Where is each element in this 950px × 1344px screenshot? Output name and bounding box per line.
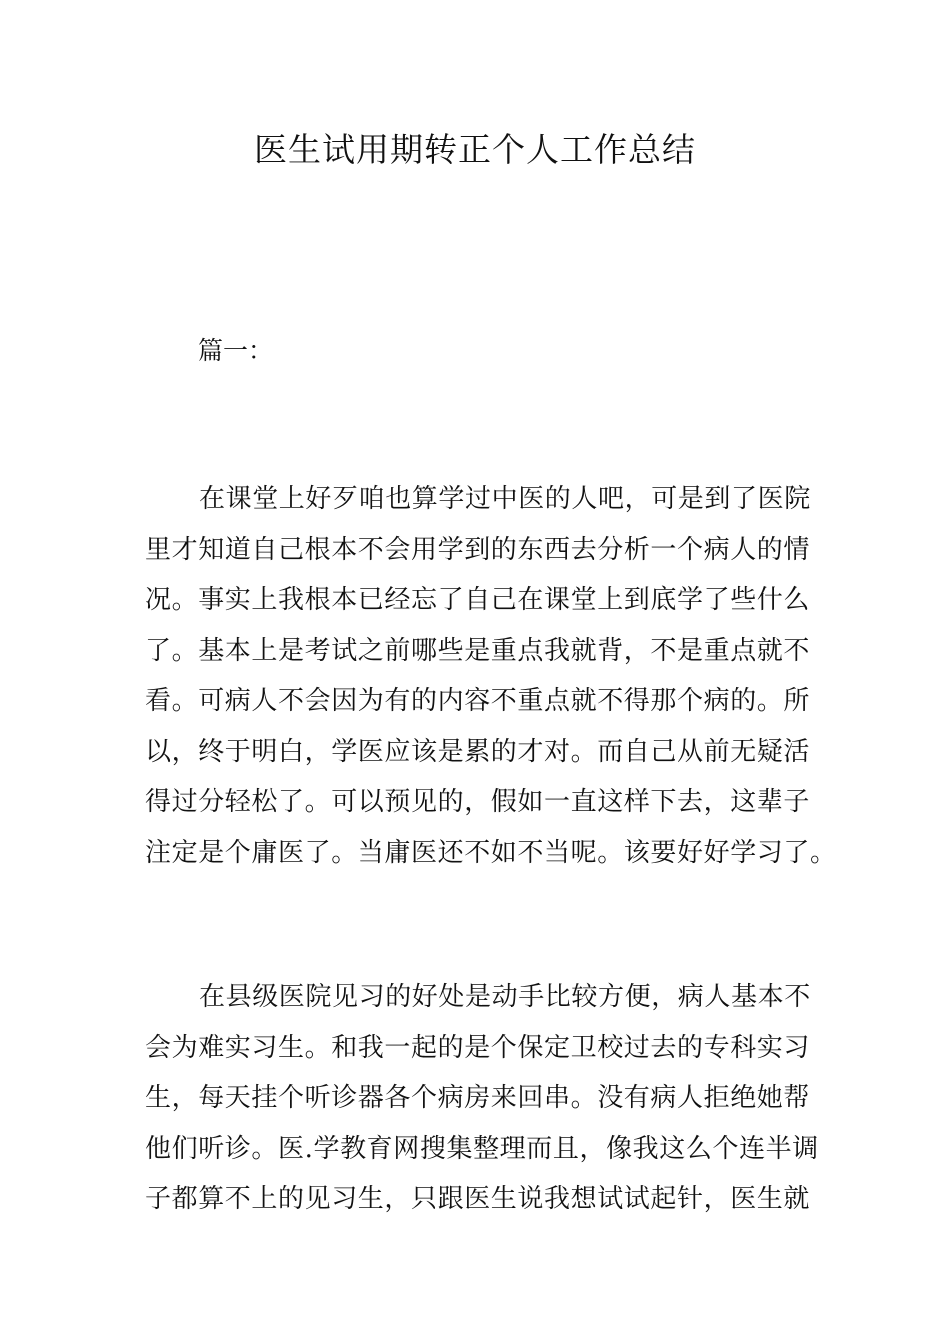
paragraph-line: 注定是个庸医了。当庸医还不如不当呢。该要好好学习了。 [145,837,837,868]
paragraph-line: 在县级医院见习的好处是动手比较方便，病人基本不 [199,982,811,1012]
paragraph-line: 况。事实上我根本已经忘了自己在课堂上到底学了些什么 [145,585,811,615]
paragraph-line: 他们听诊。医.学教育网搜集整理而且，像我这么个连半调 [145,1133,819,1164]
section-label: 篇一： [198,336,274,365]
paragraph-line: 会为难实习生。和我一起的是个保定卫校过去的专科实习 [145,1032,811,1063]
paragraph-line: 以，终于明白，学医应该是累的才对。而自己从前无疑活 [145,736,811,767]
paragraph-2 [145,972,819,1225]
paragraph-line: 得过分轻松了。可以预见的，假如一直这样下去，这辈子 [145,787,811,817]
paragraph-line: 在课堂上好歹咱也算学过中医的人吧，可是到了医院 [199,484,811,514]
paragraph-line: 里才知道自己根本不会用学到的东西去分析一个病人的情 [145,534,811,565]
document-title: 医生试用期转正个人工作总结 [254,130,696,169]
paragraph-line: 看。可病人不会因为有的内容不重点就不得那个病的。所 [145,686,811,716]
paragraph-line: 生，每天挂个听诊器各个病房来回串。没有病人拒绝她帮 [145,1083,811,1113]
paragraph-line: 了。基本上是考试之前哪些是重点我就背，不是重点就不 [145,635,811,666]
paragraph-1 [145,474,837,878]
paragraph-line: 子都算不上的见习生，只跟医生说我想试试起针，医生就 [145,1184,811,1214]
